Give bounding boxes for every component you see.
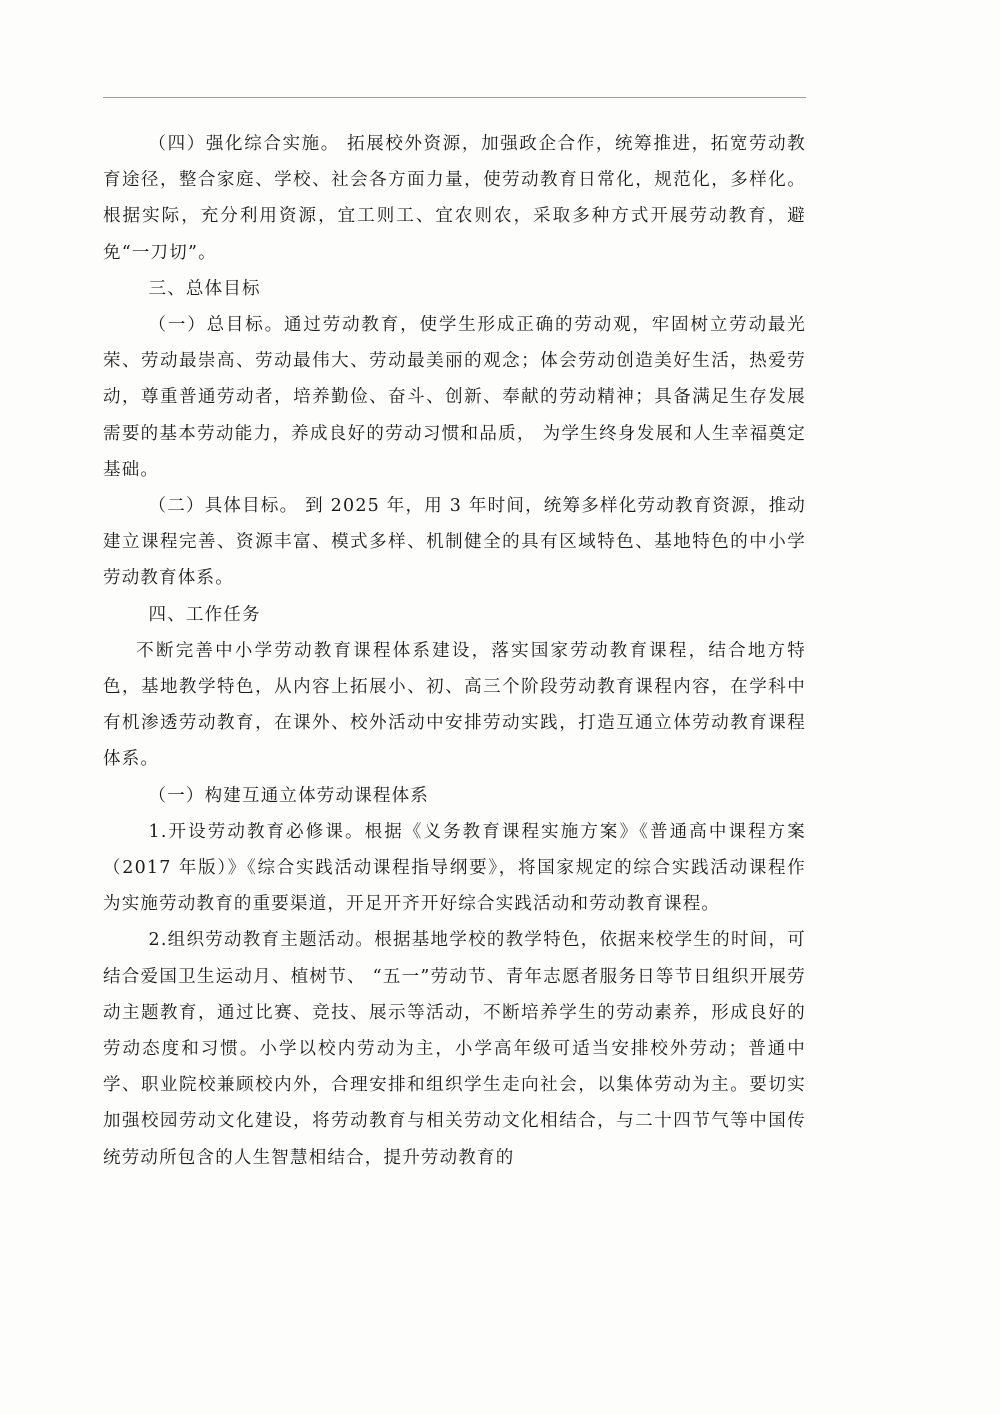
subsection-heading-build-curriculum: （一）构建互通立体劳动课程体系: [148, 785, 429, 806]
section-heading-work-tasks: 四、工作任务: [148, 604, 261, 625]
paragraph-specific-goal: （二）具体目标。 到 2025 年，用 3 年时间，统筹多样化劳动教育资源，推动建立课程完善、资源丰富、模式多样、机制健全的具有区域特色、基地特色的中小学劳动教育体系。: [103, 496, 806, 589]
paragraph-required-courses: 1.开设劳动教育必修课。根据《义务教育课程实施方案》《普通高中课程方案（2017 年版）》《综合实践活动课程指导纲要》，将国家规定的综合实践活动课程作为实施劳动教育的重要渠道，开足开齐开好综合实践活动和劳动教育课程。: [103, 821, 806, 915]
paragraph-curriculum-system: 不断完善中小学劳动教育课程体系建设，落实国家劳动教育课程，结合地方特色，基地教学特色，从内容上拓展小、初、高三个阶段劳动教育课程内容，在学科中有机渗透劳动教育，在课外、校外活动中安排劳动实践，打造互通立体劳动教育课程体系。: [103, 640, 806, 770]
paragraph-theme-activities: 2.组织劳动教育主题活动。根据基地学校的教学特色，依据来校学生的时间，可结合爱国卫生运动月、植树节、 “五一”劳动节、青年志愿者服务日等节日组织开展劳动主题教育，通过比赛、竞技、展示等活动，不断培养学生的劳动素养，形成良好的劳动态度和习惯。小学以校内劳动为主，小学高年级可适当安排校外劳动；普通中学、职业院校兼顾校内外，合理安排和组织学生走向社会，以集体劳动为主。要切实加强校园劳动文化建设，将劳动教育与相关劳动文化相结合，与二十四节气等中国传统劳动所包含的人生智慧相结合，提升劳动教育的: [103, 930, 806, 1168]
paragraph-strengthen-implementation: （四）强化综合实施。 拓展校外资源，加强政企合作，统筹推进，拓宽劳动教育途径，整合家庭、学校、社会各方面力量，使劳动教育日常化，规范化，多样化。根据实际，充分利用资源，宜工则工、宜农则农，采取多种方式开展劳动教育，避免“一刀切”。: [103, 134, 806, 263]
paragraph-general-goal: （一）总目标。通过劳动教育，使学生形成正确的劳动观，牢固树立劳动最光荣、劳动最崇高、劳动最伟大、劳动最美丽的观念；体会劳动创造美好生活，热爱劳动，尊重普通劳动者，培养勤俭、奋斗、创新、奉献的劳动精神；具备满足生存发展需要的基本劳动能力，养成良好的劳动习惯和品质， 为学生终身发展和人生幸福奠定基础。: [103, 315, 806, 480]
header-rule: [103, 97, 806, 98]
document-body: [103, 126, 806, 1176]
section-heading-overall-goals: 三、总体目标: [148, 278, 261, 299]
